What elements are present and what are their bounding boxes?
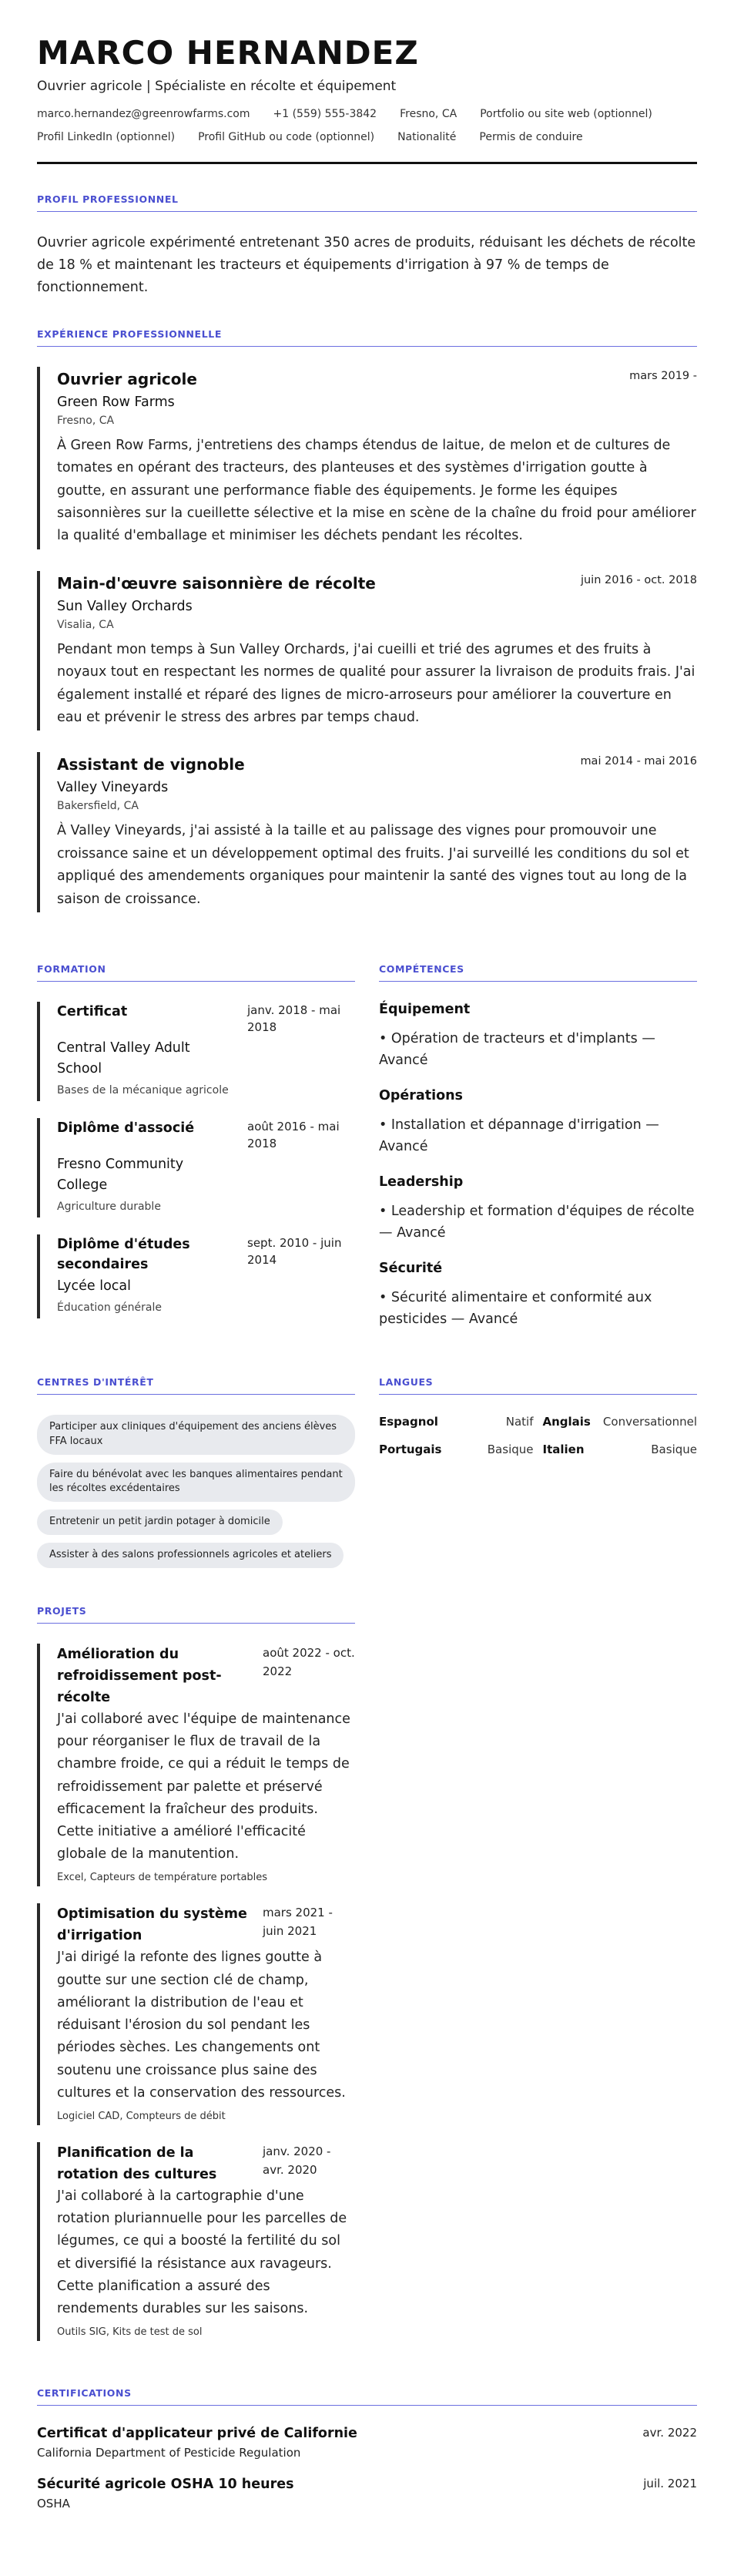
job-date: mars 2019 - xyxy=(629,369,697,382)
degree-title: Diplôme d'associé xyxy=(57,1120,195,1136)
certification-date: juil. 2021 xyxy=(643,2477,697,2491)
interest-tag: Faire du bénévolat avec les banques alimentaires pendant les récoltes excédentaires xyxy=(37,1463,355,1503)
project-description: J'ai collaboré à la cartographie d'une rotation pluriannuelle pour les parcelles de légumes, ce qui a boosté la fertilité du sol et diversifié la résistance aux ravageurs. Cette planification a assuré des rendements durables sur les saisons. xyxy=(57,2188,347,2317)
language-name: Anglais xyxy=(542,1414,591,1429)
contact-location: Fresno, CA xyxy=(400,108,457,121)
job-company: Green Row Farms xyxy=(57,394,175,410)
interest-tags xyxy=(37,1415,355,1576)
project-title: Optimisation du système d'irrigation xyxy=(57,1906,247,1944)
skill-item: • Installation et dépannage d'irrigation — Avancé xyxy=(379,1117,659,1154)
interest-tag: Assister à des salons professionnels agricoles et ateliers xyxy=(37,1543,344,1568)
languages-title: LANGUES xyxy=(379,1376,697,1395)
language-level: Basique xyxy=(487,1442,534,1456)
degree-date: janv. 2018 - mai 2018 xyxy=(247,1003,341,1035)
skill-item: • Leadership et formation d'équipes de récolte — Avancé xyxy=(379,1203,695,1241)
job-date: mai 2014 - mai 2016 xyxy=(580,755,697,768)
project-description: J'ai dirigé la refonte des lignes goutte à goutte sur une section clé de champ, améliorant la distribution de l'eau et réduisant l'érosion du sol pendant les périodes sèches. Les changements ont soutenu une croissance plus saine des cultures et la conservation des ressources. xyxy=(57,1950,346,2101)
language-item xyxy=(379,1442,534,1456)
resume-header xyxy=(37,35,697,164)
skill-item: • Opération de tracteurs et d'implants — Avancé xyxy=(379,1030,655,1068)
language-level: Conversationnel xyxy=(602,1414,697,1429)
job-description: À Green Row Farms, j'entretiens des champs étendus de laitue, de melon et de cultures de tomates en opérant des tracteurs, des planteuses et des systèmes d'irrigation goutte à goutte, en assurant une performance fiable des équipements. Je forme les équipes saisonnières sur la cueillette sélective et la mise en scène de la chaîne du froid pour améliorer la qualité d'emballage et minimiser les déchets pendant les récoltes. xyxy=(57,437,696,544)
skill-group xyxy=(379,1261,697,1330)
job-description: Pendant mon temps à Sun Valley Orchards, j'ai cueilli et trié des agrumes et des fruits à noyaux tout en respectant les normes de qualité pour assurer la livraison de produits frais. J'ai également installé et réparé des lignes de micro-arroseurs pour améliorer la couverture en eau et prévenir le stress des arbres par temps chaud. xyxy=(57,641,695,725)
degree-date: août 2016 - mai 2018 xyxy=(247,1119,340,1151)
project-title: Planification de la rotation des cultures xyxy=(57,2145,217,2183)
skill-category: Opérations xyxy=(379,1087,463,1103)
interests-section xyxy=(37,1347,355,1576)
contact-nationality: Nationalité xyxy=(397,131,457,144)
job-title: Main-d'œuvre saisonnière de récolte xyxy=(57,573,376,593)
certification-date: avr. 2022 xyxy=(642,2426,697,2440)
skill-group xyxy=(379,1002,697,1071)
project-item xyxy=(37,1644,355,1887)
header-divider xyxy=(37,162,697,164)
project-date: janv. 2020 - avr. 2020 xyxy=(263,2144,331,2178)
language-level: Natif xyxy=(505,1414,534,1429)
education-item xyxy=(37,1002,355,1101)
project-date: mars 2021 - juin 2021 xyxy=(263,1906,333,1939)
certification-item xyxy=(37,2477,697,2511)
skill-category: Sécurité xyxy=(379,1260,443,1276)
study-field: Éducation générale xyxy=(57,1301,162,1315)
certifications-title: CERTIFICATIONS xyxy=(37,2387,697,2406)
contact-license: Permis de conduire xyxy=(479,131,583,144)
education-item xyxy=(37,1118,355,1217)
interest-tag: Entretenir un petit jardin potager à domicile xyxy=(37,1510,283,1535)
languages-section xyxy=(379,1347,697,1576)
school-name: Fresno Community College xyxy=(57,1156,184,1193)
contact-phone[interactable]: +1 (559) 555-3842 xyxy=(273,108,377,121)
interests-languages-row xyxy=(37,1347,697,1576)
skill-category: Leadership xyxy=(379,1174,464,1190)
projects-row xyxy=(37,1576,697,2358)
project-description: J'ai collaboré avec l'équipe de maintenance pour réorganiser le flux de travail de la chambre froide, ce qui a réduit le temps de refroidissement par palette et préservé efficacement la fraîcheur des produits. Cette initiative a amélioré l'efficacité globale de la manutention. xyxy=(57,1711,350,1862)
project-tools: Logiciel CAD, Compteurs de débit xyxy=(57,2111,226,2123)
study-field: Agriculture durable xyxy=(57,1201,161,1214)
education-section xyxy=(37,934,355,1347)
degree-date: sept. 2010 - juin 2014 xyxy=(247,1235,342,1268)
job-title: Assistant de vignoble xyxy=(57,755,245,774)
job-location: Visalia, CA xyxy=(57,618,114,631)
school-name: Lycée local xyxy=(57,1278,131,1295)
language-name: Italien xyxy=(542,1442,585,1456)
degree-title: Diplôme d'études secondaires xyxy=(57,1236,190,1273)
project-title: Amélioration du refroidissement post-récolte xyxy=(57,1646,222,1705)
language-item xyxy=(543,1415,698,1429)
education-skills-row xyxy=(37,934,697,1347)
language-item xyxy=(543,1442,698,1456)
summary-section xyxy=(37,193,697,299)
project-tools: Outils SIG, Kits de test de sol xyxy=(57,2326,203,2339)
degree-title: Certificat xyxy=(57,1003,128,1019)
contact-linkedin[interactable]: Profil LinkedIn (optionnel) xyxy=(37,131,176,144)
study-field: Bases de la mécanique agricole xyxy=(57,1084,229,1097)
job-location: Bakersfield, CA xyxy=(57,800,139,813)
candidate-name: MARCO HERNANDEZ xyxy=(37,34,419,72)
language-name: Portugais xyxy=(379,1442,442,1456)
job-title: Ouvrier agricole xyxy=(57,369,197,388)
contact-email[interactable]: marco.hernandez@greenrowfarms.com xyxy=(37,108,250,121)
experience-section xyxy=(37,328,697,912)
job-company: Sun Valley Orchards xyxy=(57,598,193,614)
project-item xyxy=(37,2142,355,2341)
contact-website[interactable]: Portfolio ou site web (optionnel) xyxy=(480,108,652,121)
project-tools: Excel, Capteurs de température portables xyxy=(57,1872,268,1884)
experience-title: EXPÉRIENCE PROFESSIONNELLE xyxy=(37,328,697,347)
projects-section xyxy=(37,1576,355,2358)
certification-item xyxy=(37,2426,697,2460)
language-item xyxy=(379,1415,534,1429)
summary-title: PROFIL PROFESSIONNEL xyxy=(37,193,697,212)
project-date: août 2022 - oct. 2022 xyxy=(263,1645,355,1678)
contact-info xyxy=(37,108,697,154)
projects-title: PROJETS xyxy=(37,1605,355,1624)
skills-section xyxy=(379,934,697,1347)
job-description: À Valley Vineyards, j'ai assisté à la taille et au palissage des vignes pour promouvoir une croissance saine et un développement optimal des fruits. J'ai surveillé les conditions du sol et appliqué des amendements organiques pour maintenir la santé des vignes tout au long de la saison de croissance. xyxy=(57,823,689,907)
contact-github[interactable]: Profil GitHub ou code (optionnel) xyxy=(198,131,375,144)
job-date: juin 2016 - oct. 2018 xyxy=(580,573,697,586)
certification-title: Sécurité agricole OSHA 10 heures xyxy=(37,2477,294,2493)
experience-item xyxy=(37,571,697,731)
skill-category: Équipement xyxy=(379,1001,471,1017)
certifications-section xyxy=(37,2387,697,2511)
skills-title: COMPÉTENCES xyxy=(379,963,697,982)
headline: Ouvrier agricole | Spécialiste en récolte et équipement xyxy=(37,79,397,95)
project-item xyxy=(37,1903,355,2125)
language-name: Espagnol xyxy=(379,1414,438,1429)
school-name: Central Valley Adult School xyxy=(57,1039,190,1077)
skill-item: • Sécurité alimentaire et conformité aux pesticides — Avancé xyxy=(379,1289,652,1327)
education-item xyxy=(37,1234,355,1318)
certification-org: California Department of Pesticide Regulation xyxy=(37,2446,301,2460)
language-list xyxy=(379,1415,697,1456)
skill-group xyxy=(379,1174,697,1244)
job-location: Fresno, CA xyxy=(57,414,115,427)
interests-title: CENTRES D'INTÉRÊT xyxy=(37,1376,355,1395)
education-title: FORMATION xyxy=(37,963,355,982)
certification-title: Certificat d'applicateur privé de Californie xyxy=(37,2426,357,2442)
skill-group xyxy=(379,1088,697,1157)
certification-org: OSHA xyxy=(37,2497,70,2511)
job-company: Valley Vineyards xyxy=(57,780,169,796)
language-level: Basique xyxy=(651,1442,697,1456)
summary-text: Ouvrier agricole expérimenté entretenant 350 acres de produits, réduisant les déchets de récolte de 18 % et maintenant les tracteurs et équipements d'irrigation à 97 % de temps de fonctionnement. xyxy=(37,235,696,295)
interest-tag: Participer aux cliniques d'équipement des anciens élèves FFA locaux xyxy=(37,1415,355,1455)
experience-item xyxy=(37,752,697,912)
experience-item xyxy=(37,367,697,549)
